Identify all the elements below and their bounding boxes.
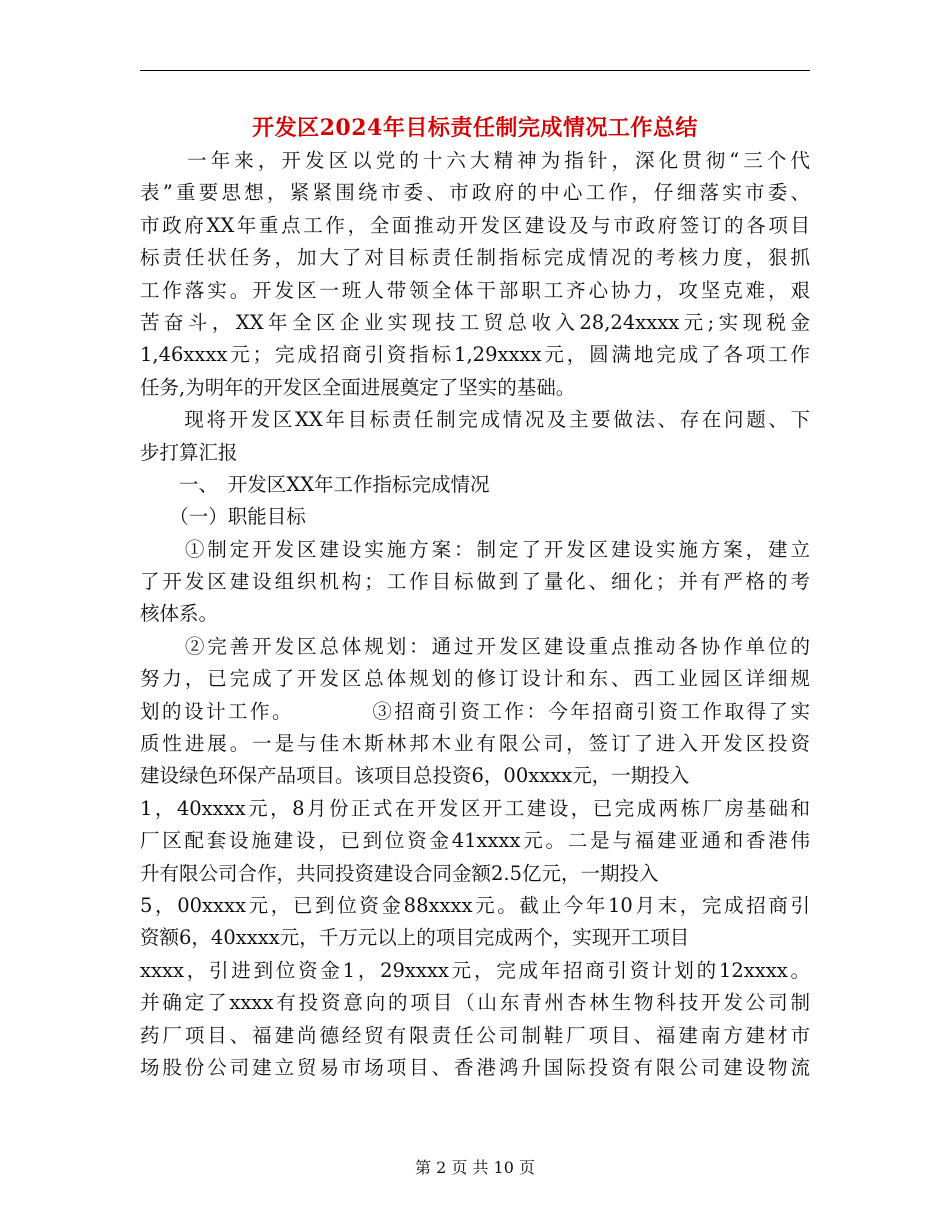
body-line: 厂区配套设施建设，已到位资金41xxxx元。二是与福建亚通和香港伟: [140, 829, 810, 853]
body-line: 并确定了xxxx有投资意向的项目（山东青州杏林生物科技开发公司制: [140, 991, 810, 1015]
body-line: 核体系。: [140, 602, 219, 626]
body-line: ②完善开发区总体规划：通过开发区建设重点推动各协作单位的: [140, 634, 810, 658]
body-line: 场股份公司建立贸易市场项目、香港鸿升国际投资有限公司建设物流: [140, 1055, 810, 1079]
header-rule: [140, 70, 810, 71]
body-line: 工作落实。开发区一班人带领全体干部职工齐心协力，攻坚克难，艰: [140, 278, 810, 302]
body-line: 表”重要思想，紧紧围绕市委、市政府的中心工作，仔细落实市委、: [140, 181, 810, 205]
body-line: 资额6，40xxxx元，千万元以上的项目完成两个，实现开工项目: [140, 926, 690, 950]
body-line: 市政府XX年重点工作，全面推动开发区建设及与市政府签订的各项目: [140, 213, 810, 237]
body-line: 药厂项目、福建尚德经贸有限责任公司制鞋厂项目、福建南方建材市: [140, 1023, 810, 1047]
body-line: 一年来，开发区以党的十六大精神为指针，深化贯彻“三个代: [140, 149, 810, 172]
document-body: [140, 145, 810, 1084]
page-footer: 第 2 页 共 10 页: [415, 1158, 535, 1177]
body-line: 划的设计工作。 ③招商引资工作：今年招商引资工作取得了实: [140, 699, 810, 723]
document-title: 开发区2024年目标责任制完成情况工作总结: [252, 115, 698, 141]
body-line: ①制定开发区建设实施方案：制定了开发区建设实施方案，建立: [140, 537, 810, 561]
body-line: xxxx，引进到位资金1，29xxxx元，完成年招商引资计划的12xxxx。: [140, 958, 810, 982]
body-line: 1，40xxxx元，8月份正式在开发区开工建设，已完成两栋厂房基础和: [140, 796, 810, 820]
body-line: 了开发区建设组织机构；工作目标做到了量化、细化；并有严格的考: [140, 570, 810, 594]
body-line: 升有限公司合作，共同投资建设合同金额2.5亿元，一期投入: [140, 861, 659, 885]
body-line: 任务,为明年的开发区全面进展奠定了坚实的基础。: [140, 375, 576, 399]
body-line: 建设绿色环保产品项目。该项目总投资6，00xxxx元，一期投入: [140, 764, 690, 788]
body-line: 1,46xxxx元；完成招商引资指标1,29xxxx元，圆满地完成了各项工作: [140, 343, 810, 367]
body-line: 努力，已完成了开发区总体规划的修订设计和东、西工业园区详细规: [140, 667, 810, 691]
subsection-heading: （一）职能目标: [140, 505, 306, 529]
section-heading: 一、 开发区XX年工作指标完成情况: [140, 472, 490, 496]
body-line: 5，00xxxx元，已到位资金88xxxx元。截止今年10月末，完成招商引: [140, 893, 810, 917]
body-line: 标责任状任务，加大了对目标责任制指标完成情况的考核力度，狠抓: [140, 246, 810, 270]
body-line: 步打算汇报: [140, 440, 238, 464]
body-line: 苦奋斗，XX年全区企业实现技工贸总收入28,24xxxx元;实现税金: [140, 310, 810, 334]
body-line: 质性进展。一是与佳木斯林邦木业有限公司，签订了进入开发区投资: [140, 732, 810, 756]
body-line: 现将开发区XX年目标责任制完成情况及主要做法、存在问题、下: [140, 408, 810, 432]
